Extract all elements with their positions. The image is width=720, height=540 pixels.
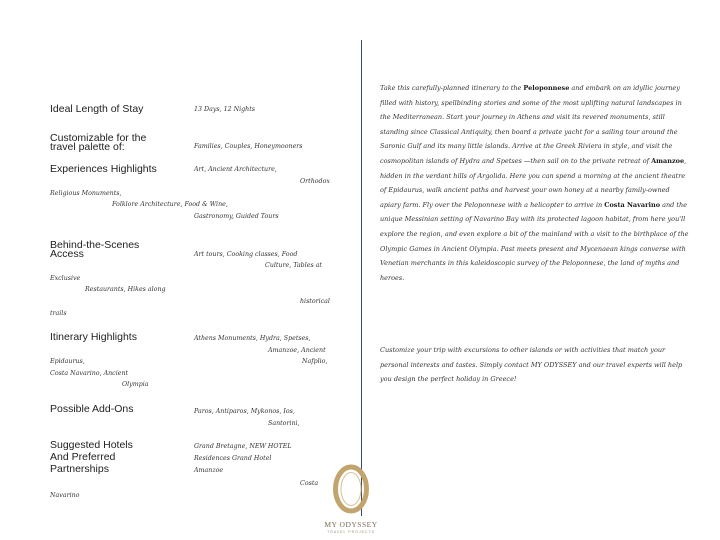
label-length: Ideal Length of Stay: [50, 103, 144, 115]
value-bts-4: Restaurants, Hikes along: [85, 286, 166, 293]
value-iti-1: Athens Monuments, Hydra, Spetses,: [194, 335, 311, 342]
logo-name: MY ODYSSEY: [324, 520, 378, 529]
label-behind-1: Behind-the-Scenes: [50, 239, 140, 251]
value-bts-3: Exclusive: [50, 275, 81, 282]
logo-subtitle: TRAVEL PROJECTS: [327, 530, 375, 534]
value-length: 13 Days, 12 Nights: [194, 106, 255, 113]
value-hot-4: Costa: [300, 480, 319, 487]
value-hot-3: Amanzoe: [194, 467, 224, 474]
value-exp-5: Gastronomy, Guided Tours: [194, 213, 279, 220]
value-exp-1: Art, Ancient Architecture,: [194, 166, 277, 173]
value-hot-2: Residences Grand Hotel: [194, 455, 272, 462]
narrative-paragraph-2: Customize your trip with excursions to other islands or with activities that match your personal interests and tastes. Simply contact MY ODYSSEY and our travel experts will help you design the perfect holiday in Greece!: [380, 346, 683, 384]
value-add-2: Santorini,: [268, 420, 300, 427]
odyssey-o-icon: [332, 464, 370, 514]
value-palette: Families, Couples, Honeymooners: [194, 143, 303, 150]
value-bts-2: Culture, Tables at: [265, 262, 322, 269]
label-palette-1: Customizable for the: [50, 132, 147, 144]
label-addons: Possible Add-Ons: [50, 403, 134, 415]
label-palette-2: travel palette of:: [50, 141, 125, 153]
value-bts-1: Art tours, Cooking classes, Food: [194, 251, 298, 258]
narr-p1-c: and embark on an idyllic journey filled with history, spellbinding stories and some of the most uplifting natural landscapes in the Mediterranean. Start your journey in Athens and visit its revered monuments, still standing since Classical Antiquity, then board a private yacht for a sailing tour around the Saronic Gulf and its many little islands. Arrive at the Greek Riviera in style, and visit the cosmopolitan islands of Hydra and Spetses —then sail on to the private retreat of: [380, 84, 682, 165]
label-itinerary: Itinerary Highlights: [50, 331, 137, 343]
label-hotels-2: And Preferred: [50, 451, 116, 463]
value-add-1: Paros, Antiparos, Mykonos, Ios,: [194, 408, 295, 415]
narr-p1-b: Peloponnese: [523, 84, 570, 92]
label-hotels-3: Partnerships: [50, 463, 109, 475]
value-bts-6: trails: [50, 310, 67, 317]
narr-p1-e: , hidden in the verdant hills of Argolida. Here you can spend a morning at the ancient theatre of Epidaurus, walk ancient paths and harvest your own honey at a nearby family-owned apiary farm. Fly over the Peloponnese with a helicopter to arrive in: [380, 156, 687, 209]
value-bts-5: historical: [300, 298, 330, 305]
narr-p1-a: Take this carefully-planned itinerary to the: [380, 84, 524, 92]
vertical-divider: [361, 40, 362, 516]
value-iti-4: Nafplio,: [302, 358, 328, 365]
value-iti-5: Costa Navarino, Ancient: [50, 370, 129, 377]
value-exp-2: Orthodox: [300, 178, 330, 185]
label-experiences: Experiences Highlights: [50, 163, 157, 175]
value-iti-2: Amanzoe, Ancient: [268, 347, 326, 354]
value-exp-4: Folklore Architecture, Food & Wine,: [112, 201, 228, 208]
label-behind-2: Access: [50, 248, 84, 260]
value-iti-6: Olympia: [122, 381, 149, 388]
value-iti-3: Epidaurus,: [50, 358, 85, 365]
my-odyssey-logo: [318, 464, 384, 534]
value-hot-5: Navarino: [50, 492, 80, 499]
narr-p1-f: Costa Navarino: [604, 200, 661, 209]
value-hot-1: Grand Bretagne, NEW HOTEL: [194, 443, 292, 450]
narr-p1-d: Amanzoe: [651, 156, 685, 165]
label-hotels-1: Suggested Hotels: [50, 439, 133, 451]
narrative-paragraph-1: [380, 81, 690, 285]
value-exp-3: Religious Monuments,: [50, 190, 122, 197]
narr-p1-g: and the unique Messinian setting of Navarino Bay with its protected lagoon habitat, from here you'll explore the region, and even explore a bit of the mainland with a visit to the birthplace of the Olympic Games in Ancient Olympia. Past meets present and Mycenaean kings converse with Venetian merchants in this kaleidoscopic survey of the Peloponnese, the land of myths and heroes.: [380, 200, 689, 282]
